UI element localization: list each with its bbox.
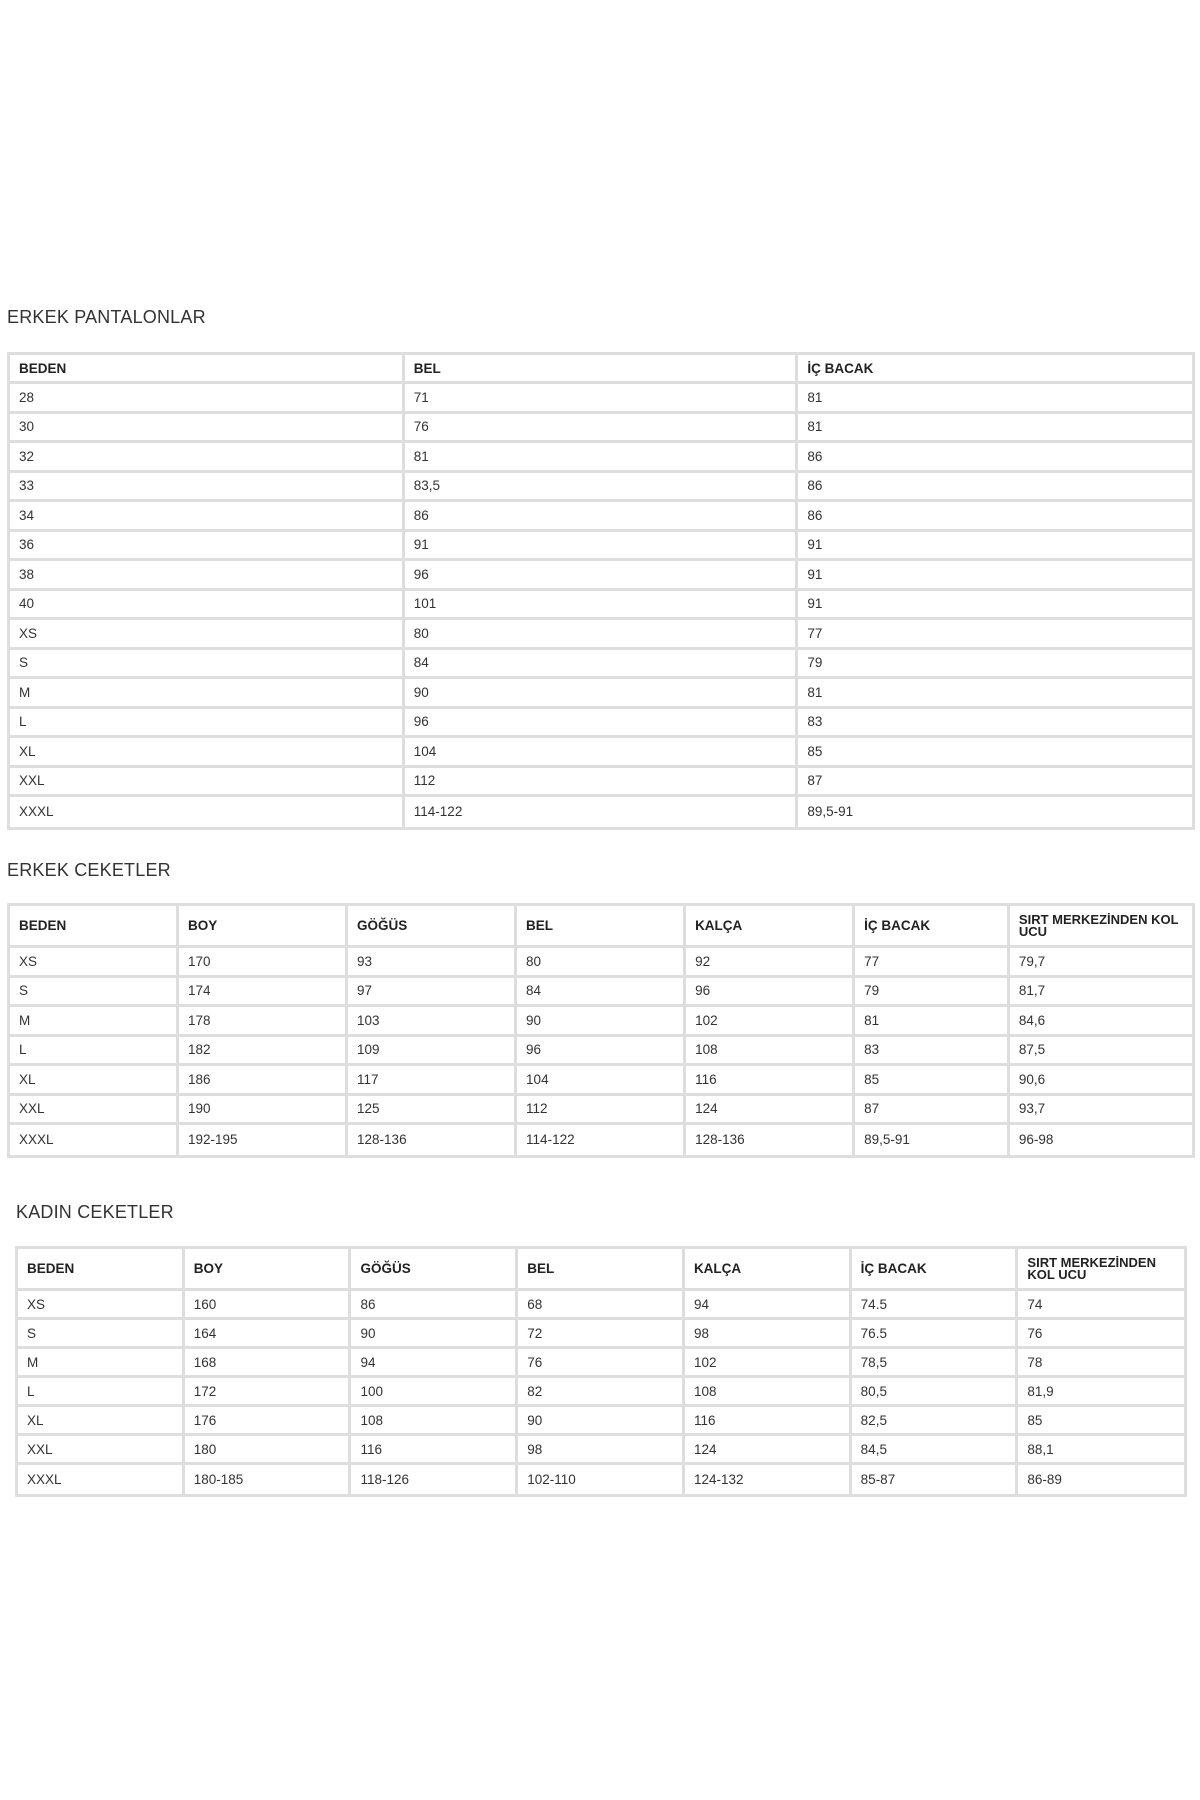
measurement-cell: 104 <box>405 738 799 768</box>
table-header-row <box>10 355 1192 384</box>
column-header: BEDEN <box>18 1249 185 1291</box>
measurement-cell: 74.5 <box>852 1291 1019 1320</box>
measurement-cell: 90 <box>405 679 799 709</box>
measurement-cell: 116 <box>685 1407 852 1436</box>
size-cell: L <box>10 709 405 739</box>
measurement-cell: 128-136 <box>686 1125 855 1155</box>
measurement-cell: 172 <box>185 1378 352 1407</box>
measurement-cell: 114-122 <box>405 797 799 827</box>
table-row <box>10 768 1192 798</box>
column-header: BEL <box>405 355 799 384</box>
table-row <box>10 1037 1192 1067</box>
size-cell: XXXL <box>18 1465 185 1494</box>
size-cell: S <box>10 978 179 1008</box>
measurement-cell: 81,7 <box>1010 978 1192 1008</box>
measurement-cell: 86 <box>405 502 799 532</box>
column-header: GÖĞÜS <box>348 906 517 948</box>
table-header-row <box>18 1249 1184 1291</box>
table-row <box>18 1291 1184 1320</box>
table-row <box>10 948 1192 978</box>
measurement-cell: 81 <box>405 443 799 473</box>
measurement-cell: 104 <box>517 1066 686 1096</box>
measurement-cell: 112 <box>517 1096 686 1126</box>
size-cell: 36 <box>10 532 405 562</box>
measurement-cell: 114-122 <box>517 1125 686 1155</box>
measurement-cell: 81 <box>855 1007 1010 1037</box>
column-header: BEDEN <box>10 355 405 384</box>
table-row <box>10 591 1192 621</box>
measurement-cell: 90 <box>351 1320 518 1349</box>
measurement-cell: 83 <box>798 709 1192 739</box>
table-row <box>10 532 1192 562</box>
measurement-cell: 91 <box>798 591 1192 621</box>
measurement-cell: 80 <box>517 948 686 978</box>
measurement-cell: 117 <box>348 1066 517 1096</box>
measurement-cell: 86 <box>798 473 1192 503</box>
size-cell: XS <box>10 948 179 978</box>
table-row <box>10 502 1192 532</box>
measurement-cell: 80 <box>405 620 799 650</box>
measurement-cell: 182 <box>179 1037 348 1067</box>
measurement-cell: 98 <box>518 1436 685 1465</box>
measurement-cell: 86 <box>798 502 1192 532</box>
measurement-cell: 79 <box>855 978 1010 1008</box>
measurement-cell: 180 <box>185 1436 352 1465</box>
size-cell: 33 <box>10 473 405 503</box>
measurement-cell: 92 <box>686 948 855 978</box>
measurement-cell: 108 <box>351 1407 518 1436</box>
measurement-cell: 178 <box>179 1007 348 1037</box>
table-row <box>10 1066 1192 1096</box>
size-cell: M <box>10 1007 179 1037</box>
measurement-cell: 87,5 <box>1010 1037 1192 1067</box>
measurement-cell: 90 <box>518 1407 685 1436</box>
size-cell: XS <box>18 1291 185 1320</box>
section-title-women-jackets: KADIN CEKETLER <box>16 1202 174 1222</box>
table-row <box>18 1378 1184 1407</box>
measurement-cell: 86-89 <box>1027 1472 1062 1487</box>
measurement-cell: 96 <box>517 1037 686 1067</box>
measurement-cell: 68 <box>518 1291 685 1320</box>
column-header: SIRT MERKEZİNDEN KOL UCU <box>1010 906 1192 948</box>
table-row <box>18 1436 1184 1465</box>
measurement-cell: 77 <box>798 620 1192 650</box>
column-header: BEL <box>518 1249 685 1291</box>
column-header: SIRT MERKEZİNDEN KOL UCU <box>1018 1249 1184 1291</box>
size-cell: L <box>18 1378 185 1407</box>
measurement-cell: 86 <box>351 1291 518 1320</box>
measurement-cell: 192-195 <box>179 1125 348 1155</box>
table-row <box>10 679 1192 709</box>
measurement-cell: 76.5 <box>852 1320 1019 1349</box>
measurement-cell: 170 <box>179 948 348 978</box>
measurement-cell: 85-87 <box>852 1465 1019 1494</box>
section-title-men-jackets: ERKEK CEKETLER <box>7 860 171 880</box>
measurement-cell: 90 <box>517 1007 686 1037</box>
size-cell: M <box>18 1349 185 1378</box>
measurement-cell: 89,5-91 <box>807 804 854 820</box>
measurement-cell: 112 <box>405 768 799 798</box>
column-header: BOY <box>179 906 348 948</box>
column-header: BEDEN <box>10 906 179 948</box>
table-row <box>18 1465 1184 1494</box>
measurement-cell: 118-126 <box>351 1465 518 1494</box>
section-title-men-trousers: ERKEK PANTALONLAR <box>7 307 206 327</box>
column-header: İÇ BACAK <box>852 1249 1019 1291</box>
table-header-row <box>10 906 1192 948</box>
measurement-cell: 84,6 <box>1010 1007 1192 1037</box>
measurement-cell: 78 <box>1018 1349 1184 1378</box>
size-cell: XL <box>10 738 405 768</box>
table-row <box>10 473 1192 503</box>
measurement-cell: 89,5-91 <box>855 1125 1010 1155</box>
column-header: BOY <box>185 1249 352 1291</box>
measurement-cell: 96-98 <box>1018 1132 1054 1148</box>
measurement-cell: 102 <box>686 1007 855 1037</box>
measurement-cell: 116 <box>686 1066 855 1096</box>
measurement-cell: 84,5 <box>852 1436 1019 1465</box>
measurement-cell: 74 <box>1018 1291 1184 1320</box>
table-row <box>10 414 1192 444</box>
size-cell: XS <box>10 620 405 650</box>
measurement-cell: 91 <box>405 532 799 562</box>
size-cell: 34 <box>10 502 405 532</box>
table-row <box>10 709 1192 739</box>
measurement-cell: 116 <box>351 1436 518 1465</box>
size-cell: S <box>10 650 405 680</box>
measurement-cell: 91 <box>798 561 1192 591</box>
size-cell: XXL <box>10 768 405 798</box>
measurement-cell: 128-136 <box>348 1125 517 1155</box>
measurement-cell: 96 <box>405 709 799 739</box>
table-row <box>18 1320 1184 1349</box>
column-header: KALÇA <box>685 1249 852 1291</box>
measurement-cell: 174 <box>179 978 348 1008</box>
measurement-cell: 91 <box>798 532 1192 562</box>
measurement-cell: 102-110 <box>518 1465 685 1494</box>
measurement-cell: 124 <box>685 1436 852 1465</box>
column-header: GÖĞÜS <box>351 1249 518 1291</box>
column-header: İÇ BACAK <box>855 906 1010 948</box>
measurement-cell: 109 <box>348 1037 517 1067</box>
measurement-cell: 82 <box>518 1378 685 1407</box>
measurement-cell: 96 <box>686 978 855 1008</box>
measurement-cell: 76 <box>405 414 799 444</box>
measurement-cell: 108 <box>686 1037 855 1067</box>
measurement-cell: 81 <box>798 414 1192 444</box>
measurement-cell: 81 <box>798 679 1192 709</box>
size-cell: 32 <box>10 443 405 473</box>
size-cell: XL <box>18 1407 185 1436</box>
measurement-cell: 90,6 <box>1010 1066 1192 1096</box>
measurement-cell: 103 <box>348 1007 517 1037</box>
size-cell: XXXL <box>10 1125 179 1155</box>
table-row <box>10 561 1192 591</box>
measurement-cell: 93,7 <box>1010 1096 1192 1126</box>
measurement-cell: 76 <box>518 1349 685 1378</box>
measurement-cell: 125 <box>348 1096 517 1126</box>
size-cell: S <box>18 1320 185 1349</box>
table-row <box>10 384 1192 414</box>
size-cell: M <box>10 679 405 709</box>
measurement-cell: 81 <box>798 384 1192 414</box>
measurement-cell: 93 <box>348 948 517 978</box>
measurement-cell: 98 <box>685 1320 852 1349</box>
measurement-cell: 186 <box>179 1066 348 1096</box>
column-header: İÇ BACAK <box>798 355 1192 384</box>
measurement-cell: 96 <box>405 561 799 591</box>
table-row <box>10 650 1192 680</box>
measurement-cell: 124-132 <box>685 1465 852 1494</box>
size-cell: 40 <box>10 591 405 621</box>
size-cell: L <box>10 1037 179 1067</box>
measurement-cell: 190 <box>179 1096 348 1126</box>
measurement-cell: 108 <box>685 1378 852 1407</box>
size-cell: 28 <box>10 384 405 414</box>
table-row <box>10 797 1192 827</box>
table-row <box>18 1407 1184 1436</box>
measurement-cell: 76 <box>1018 1320 1184 1349</box>
measurement-cell: 72 <box>518 1320 685 1349</box>
measurement-cell: 124 <box>686 1096 855 1126</box>
size-cell: 38 <box>10 561 405 591</box>
measurement-cell: 83,5 <box>405 473 799 503</box>
measurement-cell: 101 <box>405 591 799 621</box>
measurement-cell: 78,5 <box>852 1349 1019 1378</box>
table-row <box>10 1125 1192 1155</box>
measurement-cell: 71 <box>405 384 799 414</box>
measurement-cell: 94 <box>685 1291 852 1320</box>
size-table-men-trousers <box>7 352 1195 830</box>
measurement-cell: 80,5 <box>852 1378 1019 1407</box>
measurement-cell: 97 <box>348 978 517 1008</box>
measurement-cell: 82,5 <box>852 1407 1019 1436</box>
measurement-cell: 84 <box>405 650 799 680</box>
measurement-cell: 86 <box>798 443 1192 473</box>
measurement-cell: 87 <box>798 768 1192 798</box>
measurement-cell: 83 <box>855 1037 1010 1067</box>
measurement-cell: 85 <box>855 1066 1010 1096</box>
column-header: BEL <box>517 906 686 948</box>
measurement-cell: 85 <box>798 738 1192 768</box>
measurement-cell: 77 <box>855 948 1010 978</box>
measurement-cell: 81,9 <box>1018 1378 1184 1407</box>
measurement-cell: 88,1 <box>1018 1436 1184 1465</box>
column-header: KALÇA <box>686 906 855 948</box>
table-row <box>10 738 1192 768</box>
measurement-cell: 102 <box>685 1349 852 1378</box>
measurement-cell: 176 <box>185 1407 352 1436</box>
table-row <box>10 1007 1192 1037</box>
size-cell: XXL <box>10 1096 179 1126</box>
measurement-cell: 164 <box>185 1320 352 1349</box>
size-table-women-jackets <box>15 1246 1187 1497</box>
measurement-cell: 94 <box>351 1349 518 1378</box>
measurement-cell: 79 <box>798 650 1192 680</box>
table-row <box>18 1349 1184 1378</box>
measurement-cell: 180-185 <box>185 1465 352 1494</box>
size-table-men-jackets <box>7 903 1195 1158</box>
measurement-cell: 160 <box>185 1291 352 1320</box>
table-row <box>10 978 1192 1008</box>
measurement-cell: 87 <box>855 1096 1010 1126</box>
measurement-cell: 79,7 <box>1010 948 1192 978</box>
size-cell: XL <box>10 1066 179 1096</box>
table-row <box>10 1096 1192 1126</box>
table-row <box>10 620 1192 650</box>
table-row <box>10 443 1192 473</box>
size-cell: XXXL <box>10 797 405 827</box>
size-cell: 30 <box>10 414 405 444</box>
measurement-cell: 84 <box>517 978 686 1008</box>
measurement-cell: 100 <box>351 1378 518 1407</box>
measurement-cell: 85 <box>1018 1407 1184 1436</box>
size-cell: XXL <box>18 1436 185 1465</box>
measurement-cell: 168 <box>185 1349 352 1378</box>
